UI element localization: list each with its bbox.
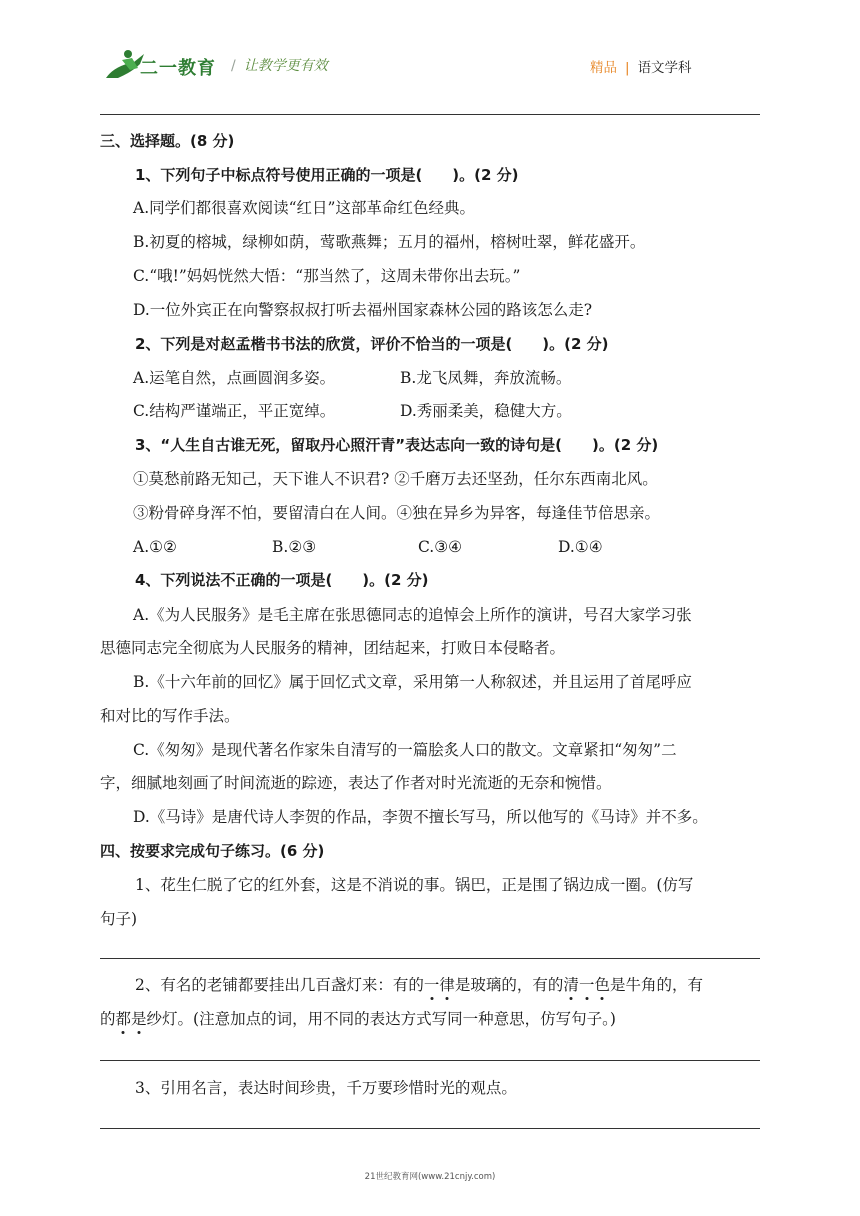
q4-option-c-line2: 字，细腻地刻画了时间流逝的踪迹，表达了作者对时光流逝的无奈和惋惜。 [100,774,612,792]
s4-q3-text: 3、引用名言，表达时间珍贵，千万要珍惜时光的观点。 [135,1079,517,1097]
q1-option-c: C.“哦!”妈妈恍然大悟：“那当然了，这周未带你出去玩。” [133,267,521,285]
s4-q1-line1: 1、花生仁脱了它的红外套，这是不消说的事。锅巴，正是围了锅边成一圈。(仿写 [135,876,694,894]
slogan-text: 让教学更有效 [243,58,328,74]
s4-q2-answer-line[interactable] [100,1060,760,1061]
q1-option-a: A.同学们都很喜欢阅读“红日”这部革命红色经典。 [133,199,475,217]
q3-option-c: C.③④ [418,538,463,556]
slogan [231,55,328,75]
s4-q2-text: 是牛角的，有 [609,976,703,994]
q3-poems-line2: ③粉骨碎身浑不怕，要留清白在人间。④独在异乡为异客，每逢佳节倍思亲。 [133,504,661,522]
header-separator: | [625,60,630,76]
header-subject-info [590,56,692,76]
logo-text: 二一教育 [140,58,216,79]
s4-q2-text: 的 [100,1010,116,1028]
slogan-slash: / [231,58,236,74]
q2-stem: 2、下列是对赵孟楷书书法的欣赏，评价不恰当的一项是( )。(2 分) [135,335,609,353]
q4-stem: 4、下列说法不正确的一项是( )。(2 分) [135,571,429,589]
page-header [0,0,860,118]
dotted-char: 色 [594,976,610,994]
q2-option-c: C.结构严谨端正，平正宽绰。 [133,402,336,420]
q3-option-a: A.①② [133,538,177,556]
q3-stem: 3、“人生自古谁无死，留取丹心照汗青”表达志向一致的诗句是( )。(2 分) [135,436,659,454]
dotted-char: 律 [439,976,455,994]
q1-stem: 1、下列句子中标点符号使用正确的一项是( )。(2 分) [135,166,519,184]
s4-q2-text: 是玻璃的，有的 [454,976,564,994]
s4-q1-line2: 句子) [100,910,138,928]
q3-poems-line1: ①莫愁前路无知己，天下谁人不识君? ②千磨万去还坚劲，任尔东西南北风。 [133,470,658,488]
q3-option-b: B.②③ [272,538,317,556]
q2-option-d: D.秀丽柔美，稳健大方。 [400,402,572,420]
section4-title: 四、按要求完成句子练习。(6 分) [100,842,325,860]
q4-option-d-line1: D.《马诗》是唐代诗人李贺的作品，李贺不擅长写马，所以他写的《马诗》并不多。 [133,808,708,826]
q4-option-b-line1: B.《十六年前的回忆》属于回忆式文章，采用第一人称叙述，并且运用了首尾呼应 [133,673,692,691]
q4-option-a-line1: A.《为人民服务》是毛主席在张思德同志的追悼会上所作的演讲，号召大家学习张 [133,606,692,624]
q4-option-a-line2: 思德同志完全彻底为人民服务的精神，团结起来，打败日本侵略者。 [100,639,566,657]
q3-option-d: D.①④ [558,538,603,556]
page-footer: 21世纪教育网(www.21cnjy.com) [364,1172,496,1182]
s4-q2-text: 纱灯。(注意加点的词，用不同的表达方式写同一种意思，仿写句子。) [146,1010,616,1028]
dotted-char: 一 [578,976,595,994]
dotted-char: 都 [115,1010,132,1028]
dotted-char: 一 [423,976,440,994]
subject-label: 语文学科 [637,60,692,76]
q1-option-d: D.一位外宾正在向警察叔叔打听去福州国家森林公园的路该怎么走? [133,301,593,319]
s4-q3-answer-line[interactable] [100,1128,760,1129]
dotted-char: 是 [131,1010,147,1028]
q4-option-c-line1: C.《匆匆》是现代著名作家朱自清写的一篇脍炙人口的散文。文章紧扣“匆匆”二 [133,741,677,759]
section3-title: 三、选择题。(8 分) [100,132,235,150]
header-divider [100,114,760,115]
q4-option-b-line2: 和对比的写作手法。 [100,707,240,725]
s4-q2-line1 [135,975,703,995]
dotted-char: 清 [563,976,579,994]
s4-q2-text: 2、有名的老铺都要挂出几百盏灯来：有的 [135,976,424,994]
s4-q2-line2 [100,1009,616,1029]
premium-label: 精品 [590,60,617,76]
s4-q1-answer-line[interactable] [100,958,760,959]
q1-option-b: B.初夏的榕城，绿柳如荫，莺歌燕舞；五月的福州，榕树吐翠，鲜花盛开。 [133,233,646,251]
q2-option-a: A.运笔自然，点画圆润多姿。 [133,369,336,387]
q2-option-b: B.龙飞凤舞，奔放流畅。 [400,369,572,387]
